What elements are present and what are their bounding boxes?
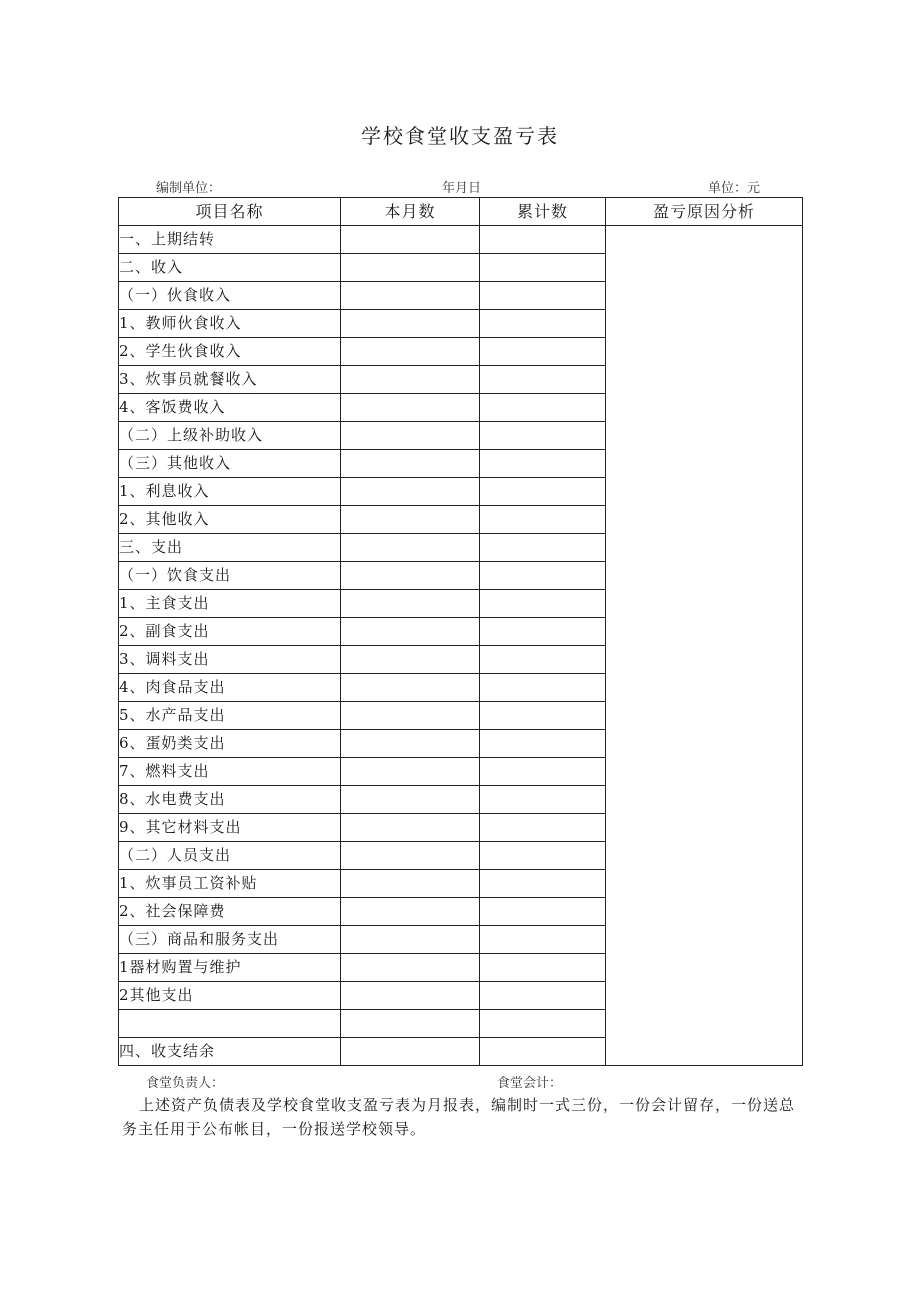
row-item-label: 1、教师伙食收入 [119, 310, 341, 338]
row-cumulative-cell[interactable] [480, 982, 606, 1010]
row-item-label: 2、其他收入 [119, 506, 341, 534]
row-this-month-cell[interactable] [341, 254, 480, 282]
row-item-label: 二、收入 [119, 254, 341, 282]
row-cumulative-cell[interactable] [480, 254, 606, 282]
row-this-month-cell[interactable] [341, 422, 480, 450]
header-cumulative: 累计数 [480, 198, 606, 226]
row-this-month-cell[interactable] [341, 310, 480, 338]
row-cumulative-cell[interactable] [480, 954, 606, 982]
row-this-month-cell[interactable] [341, 478, 480, 506]
row-item-label: （三）商品和服务支出 [119, 926, 341, 954]
row-this-month-cell[interactable] [341, 758, 480, 786]
row-cumulative-cell[interactable] [480, 730, 606, 758]
profit-loss-table [118, 197, 803, 1066]
row-cumulative-cell[interactable] [480, 814, 606, 842]
compiling-unit-label: 编制单位： [156, 181, 222, 196]
row-this-month-cell[interactable] [341, 982, 480, 1010]
row-item-label: 2、学生伙食收入 [119, 338, 341, 366]
row-cumulative-cell[interactable] [480, 702, 606, 730]
row-cumulative-cell[interactable] [480, 394, 606, 422]
row-cumulative-cell[interactable] [480, 926, 606, 954]
row-cumulative-cell[interactable] [480, 562, 606, 590]
row-cumulative-cell[interactable] [480, 450, 606, 478]
row-cumulative-cell[interactable] [480, 478, 606, 506]
row-this-month-cell[interactable] [341, 1038, 480, 1066]
row-this-month-cell[interactable] [341, 730, 480, 758]
row-this-month-cell[interactable] [341, 786, 480, 814]
row-item-label: 6、蛋奶类支出 [119, 730, 341, 758]
row-this-month-cell[interactable] [341, 898, 480, 926]
row-this-month-cell[interactable] [341, 534, 480, 562]
row-cumulative-cell[interactable] [480, 366, 606, 394]
row-this-month-cell[interactable] [341, 366, 480, 394]
row-item-label: （一）伙食收入 [119, 282, 341, 310]
row-item-label: 2、社会保障费 [119, 898, 341, 926]
row-cumulative-cell[interactable] [480, 870, 606, 898]
row-item-label: 1、主食支出 [119, 590, 341, 618]
row-item-label: 7、燃料支出 [119, 758, 341, 786]
row-item-label: 三、支出 [119, 534, 341, 562]
row-this-month-cell[interactable] [341, 226, 480, 254]
row-this-month-cell[interactable] [341, 1010, 480, 1038]
row-this-month-cell[interactable] [341, 394, 480, 422]
row-item-label: 3、炊事员就餐收入 [119, 366, 341, 394]
row-cumulative-cell[interactable] [480, 618, 606, 646]
row-item-label: （一）饮食支出 [119, 562, 341, 590]
currency-unit-label: 单位：元 [708, 181, 761, 196]
row-this-month-cell[interactable] [341, 506, 480, 534]
row-cumulative-cell[interactable] [480, 646, 606, 674]
row-this-month-cell[interactable] [341, 954, 480, 982]
row-cumulative-cell[interactable] [480, 842, 606, 870]
header-analysis: 盈亏原因分析 [606, 198, 803, 226]
row-cumulative-cell[interactable] [480, 1010, 606, 1038]
header-item-name: 项目名称 [119, 198, 341, 226]
row-this-month-cell[interactable] [341, 702, 480, 730]
table-row [119, 226, 803, 254]
row-item-label: 2、副食支出 [119, 618, 341, 646]
manager-signature-label: 食堂负责人： [146, 1076, 225, 1091]
date-label: 年月日 [442, 181, 482, 196]
row-this-month-cell[interactable] [341, 282, 480, 310]
row-this-month-cell[interactable] [341, 338, 480, 366]
row-item-label [119, 1010, 341, 1038]
row-cumulative-cell[interactable] [480, 226, 606, 254]
row-item-label: 1器材购置与维护 [119, 954, 341, 982]
row-cumulative-cell[interactable] [480, 534, 606, 562]
row-cumulative-cell[interactable] [480, 758, 606, 786]
row-item-label: （三）其他收入 [119, 450, 341, 478]
accountant-signature-label: 食堂会计： [497, 1076, 563, 1091]
row-cumulative-cell[interactable] [480, 506, 606, 534]
row-this-month-cell[interactable] [341, 646, 480, 674]
row-item-label: 1、利息收入 [119, 478, 341, 506]
row-item-label: 一、上期结转 [119, 226, 341, 254]
row-this-month-cell[interactable] [341, 450, 480, 478]
analysis-cell[interactable] [606, 226, 803, 1066]
document-title: 学校食堂收支盈亏表 [361, 124, 559, 148]
row-cumulative-cell[interactable] [480, 590, 606, 618]
row-item-label: （二）人员支出 [119, 842, 341, 870]
row-this-month-cell[interactable] [341, 842, 480, 870]
row-item-label: 4、肉食品支出 [119, 674, 341, 702]
row-this-month-cell[interactable] [341, 618, 480, 646]
row-item-label: 3、调料支出 [119, 646, 341, 674]
row-this-month-cell[interactable] [341, 674, 480, 702]
row-item-label: 5、水产品支出 [119, 702, 341, 730]
header-this-month: 本月数 [341, 198, 480, 226]
row-cumulative-cell[interactable] [480, 282, 606, 310]
row-item-label: 4、客饭费收入 [119, 394, 341, 422]
row-item-label: 8、水电费支出 [119, 786, 341, 814]
row-item-label: 9、其它材料支出 [119, 814, 341, 842]
row-item-label: （二）上级补助收入 [119, 422, 341, 450]
row-cumulative-cell[interactable] [480, 674, 606, 702]
row-item-label: 2其他支出 [119, 982, 341, 1010]
table-body [119, 226, 803, 1066]
row-item-label: 1、炊事员工资补贴 [119, 870, 341, 898]
report-note: 上述资产负债表及学校食堂收支盈亏表为月报表，编制时一式三份，一份会计留存，一份送总务主任用于公布帐目，一份报送学校领导。 [122, 1096, 796, 1138]
row-cumulative-cell[interactable] [480, 422, 606, 450]
row-cumulative-cell[interactable] [480, 338, 606, 366]
row-cumulative-cell[interactable] [480, 898, 606, 926]
row-cumulative-cell[interactable] [480, 786, 606, 814]
row-this-month-cell[interactable] [341, 590, 480, 618]
row-cumulative-cell[interactable] [480, 1038, 606, 1066]
table-header-row [119, 198, 803, 226]
row-this-month-cell[interactable] [341, 562, 480, 590]
row-cumulative-cell[interactable] [480, 310, 606, 338]
row-item-label: 四、收支结余 [119, 1038, 341, 1066]
row-this-month-cell[interactable] [341, 870, 480, 898]
row-this-month-cell[interactable] [341, 814, 480, 842]
row-this-month-cell[interactable] [341, 926, 480, 954]
